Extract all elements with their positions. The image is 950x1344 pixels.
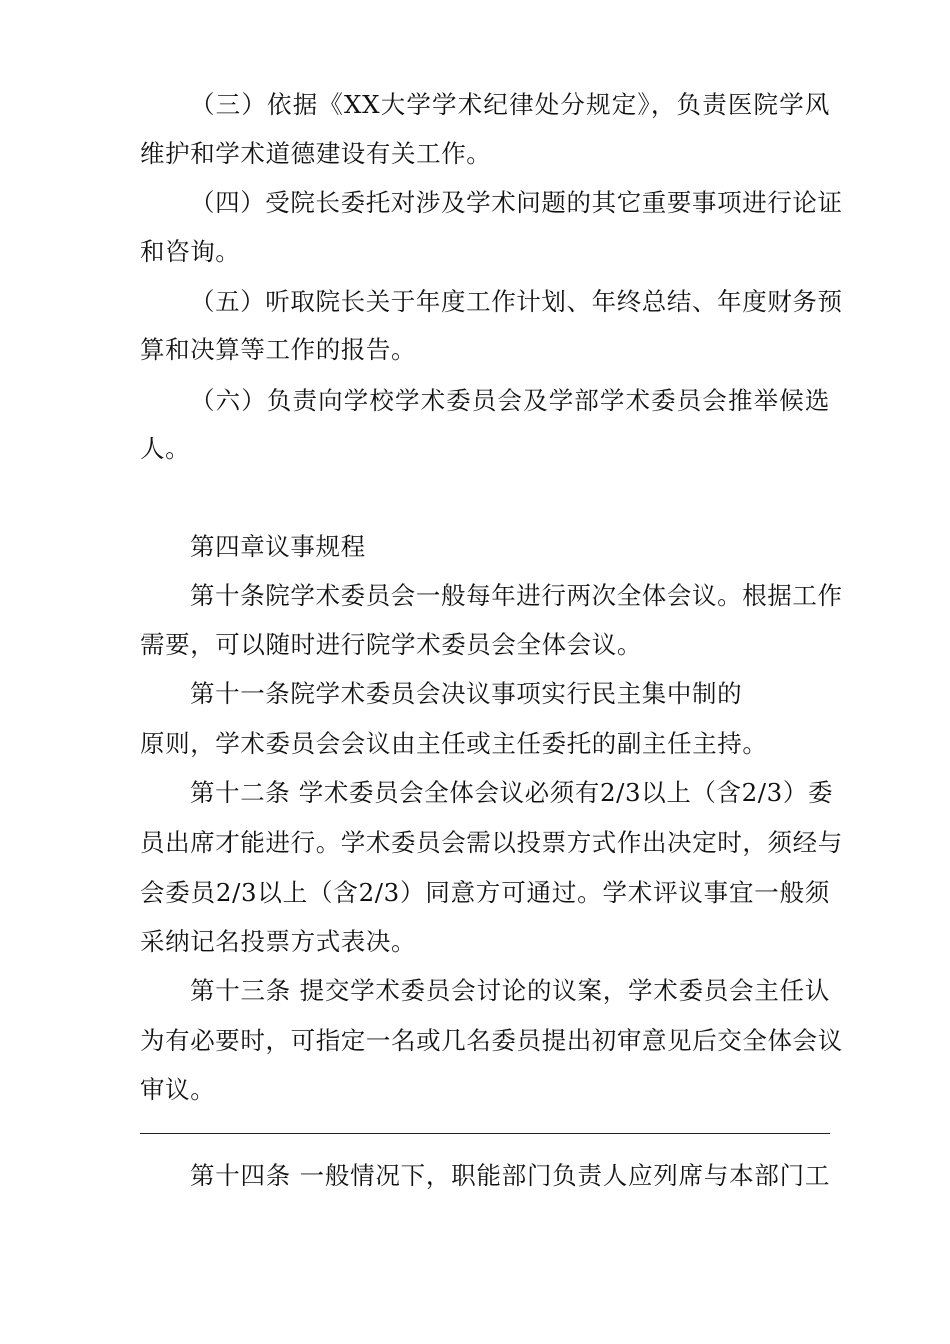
paragraph-6-line-1: （六）负责向学校学术委员会及学部学术委员会推举候选 (190, 386, 830, 415)
paragraph-4-line-2: 和咨询。 (140, 237, 241, 266)
article-12-line-4: 采纳记名投票方式表决。 (140, 927, 417, 956)
article-11-line-2: 原则，学术委员会会议由主任或主任委托的副主任主持。 (140, 729, 768, 758)
article-10-line-1: 第十条院学术委员会一般每年进行两次全体会议。根据工作 (190, 581, 843, 610)
chapter-heading: 第四章议事规程 (190, 532, 366, 561)
article-12-line-2: 员出席才能进行。学术委员会需以投票方式作出决定时，须经与 (140, 828, 843, 857)
article-13-line-2: 为有必要时，可指定一名或几名委员提出初审意见后交全体会议 (140, 1026, 843, 1055)
article-13-line-3: 审议。 (140, 1075, 216, 1104)
paragraph-3-line-2: 维护和学术道德建设有关工作。 (140, 139, 492, 168)
article-13-line-1: 第十三条 提交学术委员会讨论的议案，学术委员会主任认 (190, 976, 830, 1005)
article-14-line-1: 第十四条 一般情况下，职能部门负责人应列席与本部门工 (190, 1161, 830, 1190)
paragraph-3-line-1: （三）依据《XX大学学术纪律处分规定》，负责医院学风 (190, 90, 830, 119)
article-11-line-1: 第十一条院学术委员会决议事项实行民主集中制的 (190, 679, 743, 708)
article-12-line-1: 第十二条 学术委员会全体会议必须有2/3以上（含2/3）委 (190, 778, 834, 807)
article-10-line-2: 需要，可以随时进行院学术委员会全体会议。 (140, 630, 642, 659)
article-12-line-3: 会委员2/3以上（含2/3）同意方可通过。学术评议事宜一般须 (140, 878, 830, 907)
paragraph-4-line-1: （四）受院长委托对涉及学术问题的其它重要事项进行论证 (190, 188, 843, 217)
paragraph-5-line-2: 算和决算等工作的报告。 (140, 335, 417, 364)
page-divider (140, 1133, 830, 1134)
paragraph-6-line-2: 人。 (140, 434, 191, 463)
paragraph-5-line-1: （五）听取院长关于年度工作计划、年终总结、年度财务预 (190, 287, 843, 316)
